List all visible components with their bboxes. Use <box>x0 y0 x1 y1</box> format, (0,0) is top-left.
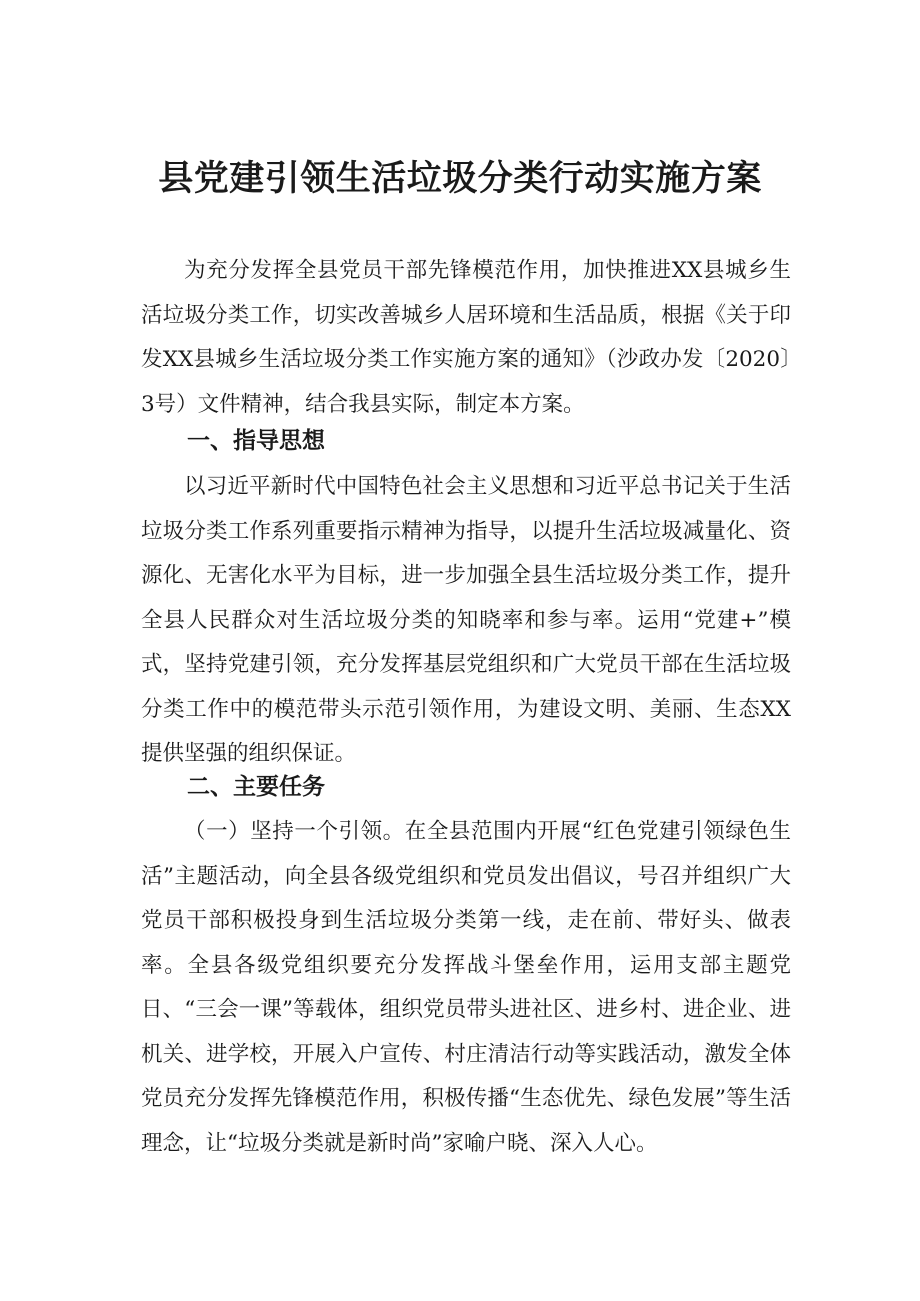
section-paragraph-main-tasks: （一）坚持一个引领。在全县范围内开展“红色党建引领绿色生活”主题活动，向全县各级党组织和党员发出倡议，号召并组织广大党员干部积极投身到生活垃圾分类第一线，走在前、带好头、做表率。全县各级党组织要充分发挥战斗堡垒作用，运用支部主题党日、“三会一课”等载体，组织党员带头进社区、进乡村、进企业、进机关、进学校，开展入户宣传、村庄清洁行动等实践活动，激发全体党员充分发挥先锋模范作用，积极传播“生态优先、绿色发展”等生活理念，让“垃圾分类就是新时尚”家喻户晓、深入人心。 <box>141 819 791 1156</box>
section-heading-guiding-ideology: 一、指导思想 <box>187 428 325 454</box>
section-heading-main-tasks: 二、主要任务 <box>187 774 325 800</box>
section-paragraph-guiding-ideology: 以习近平新时代中国特色社会主义思想和习近平总书记关于生活垃圾分类工作系列重要指示精神为指导，以提升生活垃圾减量化、资源化、无害化水平为目标，进一步加强全县生活垃圾分类工作，提升全县人民群众对生活垃圾分类的知晓率和参与率。运用“党建+”模式，坚持党建引领，充分发挥基层党组织和广大党员干部在生活垃圾分类工作中的模范带头示范引领作用，为建设文明、美丽、生态XX提供坚强的组织保证。 <box>141 474 791 766</box>
intro-paragraph: 为充分发挥全县党员干部先锋模范作用，加快推进XX县城乡生活垃圾分类工作，切实改善城乡人居环境和生活品质，根据《关于印发XX县城乡生活垃圾分类工作实施方案的通知》（沙政办发〔2020〕3号）文件精神，结合我县实际，制定本方案。 <box>141 258 791 417</box>
document-title: 县党建引领生活垃圾分类行动实施方案 <box>158 159 762 199</box>
